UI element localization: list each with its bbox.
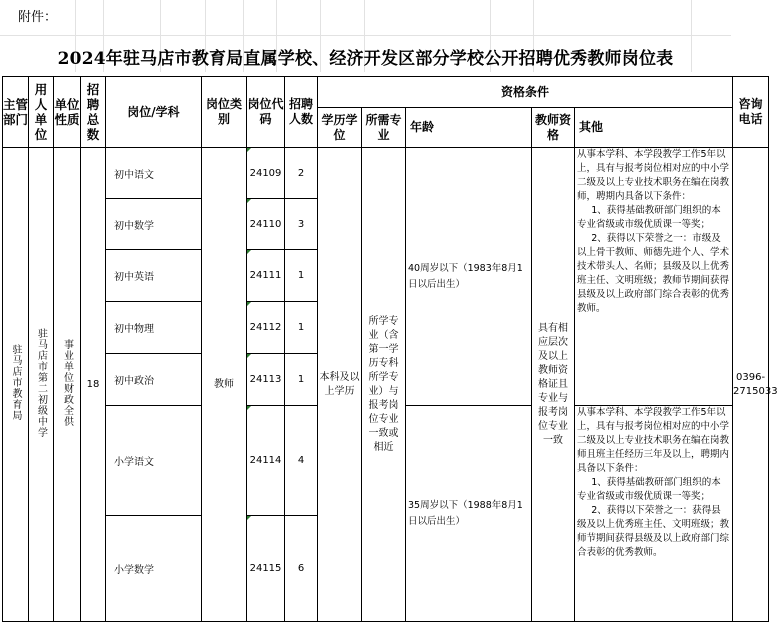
code-cell: 24114 (247, 406, 285, 516)
other-2-item1: 1、获得基础教研部门组织的本专业省级或市级优质课一等奖； (577, 477, 721, 502)
position-cell: 初中数学 (106, 199, 202, 250)
other-1-item1: 1、获得基础教研部门组织的本专业省级或市级优质课一等奖； (577, 205, 721, 230)
other-1-intro: 从事本学科、本学段教学工作5年以上，具有与报考岗位相对应的中小学二级及以上专业技术职务在编在岗教师，聘期内具备以下条件： (577, 149, 730, 202)
header-category: 岗位类别 (202, 77, 247, 148)
count-cell: 6 (285, 516, 318, 622)
header-total: 招聘总数 (81, 77, 106, 148)
count-cell: 1 (285, 250, 318, 302)
count-cell: 4 (285, 406, 318, 516)
age-cell-1: 40周岁以下（1983年8月1日以后出生） (406, 148, 532, 406)
count-cell: 3 (285, 199, 318, 250)
header-count: 招聘人数 (285, 77, 318, 148)
header-nature: 单位性质 (54, 77, 81, 148)
position-cell: 初中英语 (106, 250, 202, 302)
position-cell: 小学数学 (106, 516, 202, 622)
header-cert: 教师资格 (532, 108, 575, 148)
header-code: 岗位代码 (247, 77, 285, 148)
other-cell-2 (575, 406, 733, 622)
header-dept: 主管部门 (3, 77, 29, 148)
phone-cell: 0396-2715033 (733, 148, 769, 622)
code-cell: 24111 (247, 250, 285, 302)
recruitment-table (2, 76, 778, 622)
total-cell: 18 (81, 148, 106, 622)
other-2-intro: 从事本学科、本学段教学工作5年以上，具有与报考岗位相对应的中小学二级及以上专业技术职务在编在岗教师且班主任经历三年及以上，聘期内具备以下条件： (577, 407, 730, 474)
cert-cell: 具有相应层次及以上教师资格证且专业与报考岗位专业一致 (532, 148, 575, 622)
education-cell: 本科及以上学历 (318, 148, 362, 622)
header-major: 所需专业 (362, 108, 406, 148)
position-cell: 初中物理 (106, 302, 202, 354)
code-cell: 24109 (247, 148, 285, 199)
count-cell: 1 (285, 302, 318, 354)
dept-cell: 驻马店市教育局 (3, 148, 29, 622)
header-unit: 用人单位 (29, 77, 54, 148)
header-other: 其他 (575, 108, 733, 148)
count-cell: 1 (285, 354, 318, 406)
attachment-label: 附件： (18, 10, 58, 25)
header-qualifications: 资格条件 (318, 77, 733, 108)
position-cell: 小学语文 (106, 406, 202, 516)
count-cell: 2 (285, 148, 318, 199)
header-phone: 咨询电话 (733, 77, 769, 148)
header-position: 岗位/学科 (106, 77, 202, 148)
code-cell: 24112 (247, 302, 285, 354)
position-cell: 初中语文 (106, 148, 202, 199)
major-cell: 所学专业（含第一学历专科所学专业）与报考岗位专业一致或相近 (362, 148, 406, 622)
other-cell-1 (575, 148, 733, 406)
nature-cell: 事业单位财政全供 (54, 148, 81, 622)
unit-cell: 驻马店市第二初级中学 (29, 148, 54, 622)
code-cell: 24110 (247, 199, 285, 250)
code-cell: 24113 (247, 354, 285, 406)
category-cell: 教师 (202, 148, 247, 622)
header-education: 学历学位 (318, 108, 362, 148)
page-title: 2024年驻马店市教育局直属学校、经济开发区部分学校公开招聘优秀教师岗位表 (57, 49, 674, 69)
age-cell-2: 35周岁以下（1988年8月1日以后出生） (406, 406, 532, 622)
position-cell: 初中政治 (106, 354, 202, 406)
other-1-item2: 2、获得以下荣誉之一：市级及以上骨干教师、师德先进个人、学术技术带头人、名师；县级及以上优秀班主任、文明班级；教师节期间获得县级及以上政府部门综合表彰的优秀教师。 (577, 233, 730, 314)
other-2-item2: 2、获得以下荣誉之一：获得县级及以上优秀班主任、文明班级；教师节期间获得县级及以上政府部门综合表彰的优秀教师。 (577, 505, 730, 558)
code-cell: 24115 (247, 516, 285, 622)
header-age: 年龄 (406, 108, 532, 148)
